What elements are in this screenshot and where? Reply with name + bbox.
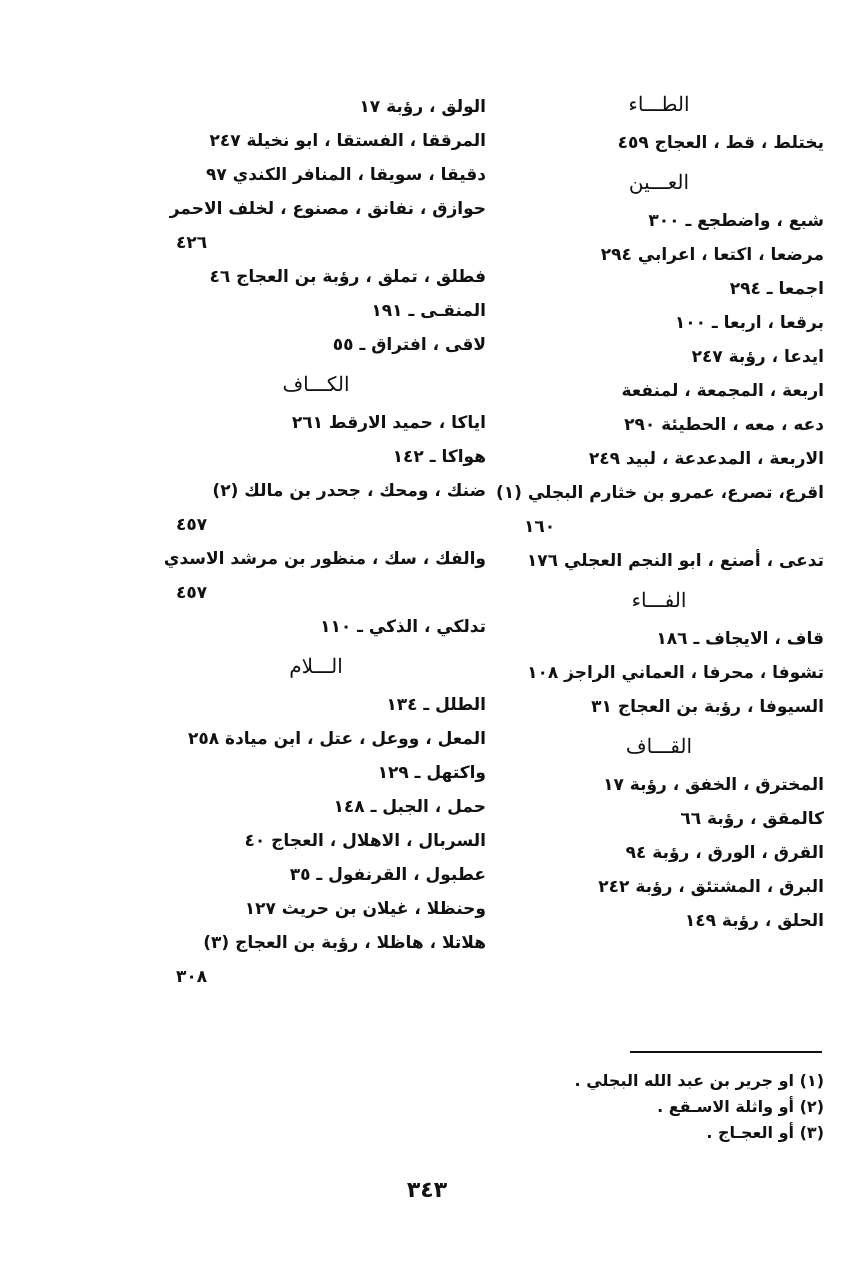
index-entry: تشوفا ، محرفا ، العماني الراجز ١٠٨	[527, 663, 824, 683]
index-entry: برقعا ، اربعا ـ ١٠٠	[674, 313, 824, 333]
section-heading-lam: الـــلام	[289, 654, 343, 678]
index-entry: اجمعا ـ ٢٩٤	[729, 279, 824, 299]
index-entry: اربعة ، المجمعة ، لمنفعة	[621, 381, 824, 401]
index-entry: واكتهل ـ ١٢٩	[377, 763, 486, 783]
index-column-right	[494, 82, 824, 938]
index-entry: كالمقق ، رؤبة ٦٦	[680, 809, 824, 829]
index-entry-continuation: ٣٠٨	[176, 967, 208, 987]
index-entry-continuation: ٤٢٦	[176, 233, 208, 253]
index-entry: المنقـى ـ ١٩١	[371, 301, 486, 321]
section-heading-qaf: القـــاف	[625, 734, 693, 758]
index-entry: القرق ، الورق ، رؤبة ٩٤	[625, 843, 824, 863]
index-entry: والفك ، سك ، منظور بن مرشد الاسدي	[163, 549, 486, 569]
index-entry: شبع ، واضطجع ـ ٣٠٠	[648, 211, 824, 231]
index-entry: ايدعا ، رؤبة ٢٤٧	[691, 347, 824, 367]
index-entry: دقيقا ، سويقا ، المنافر الكندي ٩٧	[205, 165, 486, 185]
index-entry: السيوفا ، رؤبة بن العجاج ٣١	[591, 697, 824, 717]
index-entry: يختلط ، قط ، العجاج ٤٥٩	[617, 133, 824, 153]
index-entry: فطلق ، تملق ، رؤبة بن العجاج ٤٦	[209, 267, 486, 287]
index-entry-continuation: ١٦٠	[524, 517, 556, 537]
index-column-left	[146, 90, 486, 994]
section-heading-ayn: العـــين	[628, 170, 690, 194]
index-entry: الطلل ـ ١٣٤	[386, 695, 486, 715]
footnote-divider	[630, 1051, 822, 1053]
index-entry: اياكا ، حميد الارقط ٢٦١	[291, 413, 486, 433]
index-entry: البرق ، المشتئق ، رؤبة ٢٤٢	[598, 877, 824, 897]
index-entry: وحنظلا ، غيلان بن حريث ١٢٧	[244, 899, 486, 919]
footnote-1: (١) او جرير بن عبد الله البجلي .	[574, 1071, 824, 1090]
index-entry: لاقى ، افتراق ـ ٥٥	[332, 335, 486, 355]
index-entry: الاربعة ، المدعدعة ، لبيد ٢٤٩	[588, 449, 824, 469]
index-entry: قاف ، الايجاف ـ ١٨٦	[656, 629, 824, 649]
index-entry: اقرع، تصرع، عمرو بن خثارم البجلي (١)	[495, 483, 824, 503]
index-entry: هلاتلا ، هاظلا ، رؤبة بن العجاج (٣)	[203, 933, 486, 953]
index-entry: ضنك ، ومحك ، جحدر بن مالك (٢)	[212, 481, 486, 501]
index-entry: الحلق ، رؤبة ١٤٩	[684, 911, 824, 931]
index-entry-continuation: ٤٥٧	[176, 583, 208, 603]
footnote-3: (٣) أو العجـاج .	[706, 1123, 824, 1142]
section-heading-ta: الطـــاء	[628, 92, 690, 116]
index-entry: هواكا ـ ١٤٢	[392, 447, 486, 467]
section-heading-fa: الفـــاء	[631, 588, 687, 612]
index-entry: المرققا ، الفستقا ، ابو نخيلة ٢٤٧	[209, 131, 486, 151]
index-entry: دعه ، معه ، الحطيئة ٢٩٠	[624, 415, 824, 435]
page-number: ٣٤٣	[406, 1178, 448, 1203]
index-entry: السربال ، الاهلال ، العجاج ٤٠	[244, 831, 486, 851]
index-entry: الولق ، رؤبة ١٧	[359, 97, 486, 117]
index-entry: حوازق ، نفانق ، مصنوع ، لخلف الاحمر	[169, 199, 486, 219]
index-entry: مرضعا ، اكتعا ، اعرابي ٢٩٤	[600, 245, 824, 265]
footnote-2: (٢) أو واثلة الاسـقع .	[657, 1097, 824, 1116]
index-entry: عطبول ، القرنفول ـ ٣٥	[289, 865, 486, 885]
index-entry: المخترق ، الخفق ، رؤبة ١٧	[603, 775, 824, 795]
index-entry: المعل ، ووعل ، عتل ، ابن ميادة ٢٥٨	[187, 729, 486, 749]
index-entry: حمل ، الجبل ـ ١٤٨	[333, 797, 486, 817]
index-entry: تدعى ، أصنع ، ابو النجم العجلي ١٧٦	[526, 551, 824, 571]
index-entry-continuation: ٤٥٧	[176, 515, 208, 535]
footnotes	[524, 1068, 824, 1146]
index-entry: تدلكي ، الذكي ـ ١١٠	[320, 617, 486, 637]
section-heading-kaf: الكـــاف	[282, 372, 350, 396]
